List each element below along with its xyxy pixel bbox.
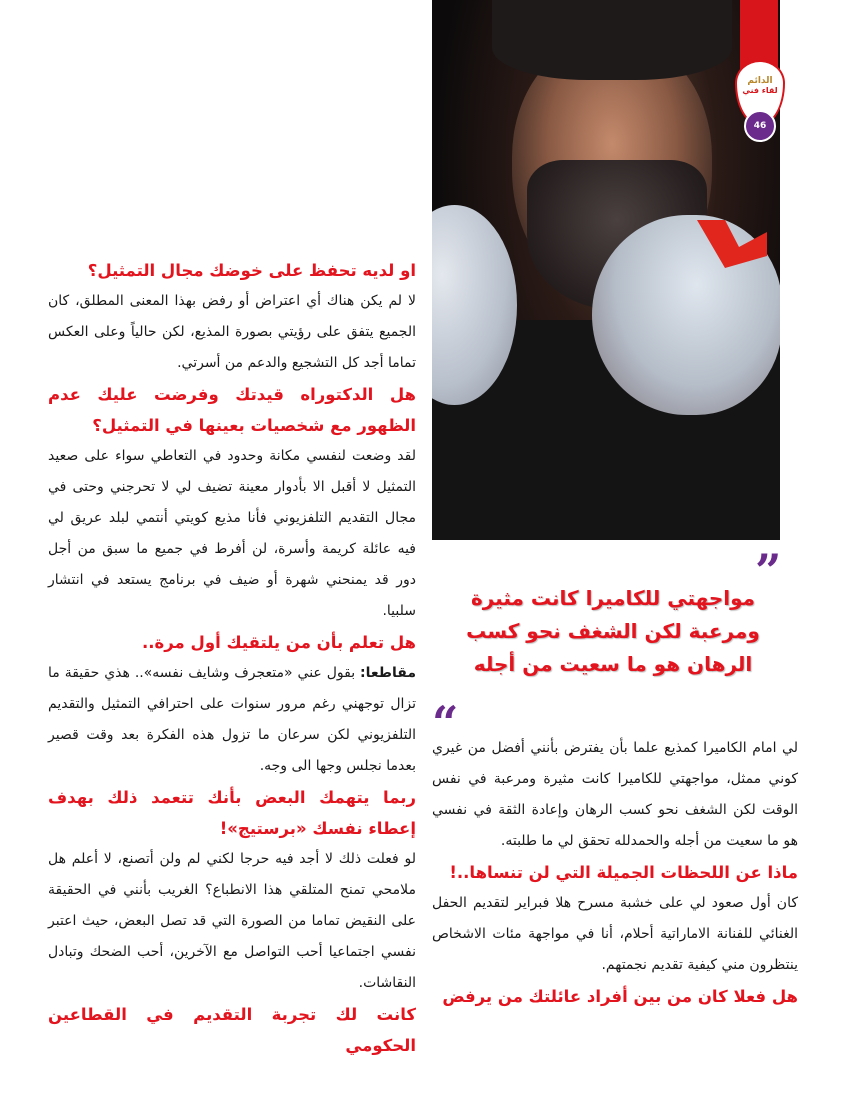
question-heading: هل الدكتوراه قيدتك وفرضت عليك عدم الظهور مع شخصيات بعينها في التمثيل؟ [48,385,416,435]
section-label: لقاء فني [742,86,778,95]
question-heading: ماذا عن اللحظات الجميلة التي لن تنساها..! [449,863,798,882]
right-column [432,733,798,1012]
pull-quote-line: مواجهتي للكاميرا كانت مثيرة [470,586,756,610]
answer-paragraph: لو فعلت ذلك لا أجد فيه حرجا لكني لم ولن أتصنع، لا أعلم هل ملامحي تمنح المتلقي هذا الانطباع؟ الغريب بأنني في الحقيقة على النقيض تماما من الصورة التي قد تصل البعض، حيث اعتبر نفسي اجتماعيا أحب التواصل مع الآخرين، أحب الضحك وتبادل النقاشات. [48,851,416,991]
question-heading: هل تعلم بأن من يلتقيك أول مرة.. [142,633,416,652]
question-heading: كانت لك تجربة التقديم في القطاعين الحكومي [48,1005,416,1055]
interjection-label: مقاطعا: [360,665,416,681]
answer-paragraph: لقد وضعت لنفسي مكانة وحدود في التعاطي سواء على صعيد التمثيل لا أقبل الا بأدوار معينة تضيف لي لا تحرجني وحتى في مجال التقديم التلفزيوني فأنا مذيع كويتي أنتمي لبلد عريق لي فيه عائلة كريمة وأسرة، لن أفرط في جميع ما سبق من أجل دور قد يمنحني شهرة أو ضيف في برنامج يستعد في انتشار سلبيا. [48,448,416,619]
quote-open-icon: ” [755,544,782,598]
answer-paragraph: كان أول صعود لي على خشبة مسرح هلا فبراير لتقديم الحفل الغنائي للفنانة الاماراتية أحلام، أنا في مواجهة مئات الاشخاص ينتظرون مني كيفية تقديم نجمتهم. [432,895,798,973]
magazine-logo: الدائم [747,76,773,86]
question-heading: ربما يتهمك البعض بأنك تتعمد ذلك بهدف إعطاء نفسك «برستيج»! [48,788,416,838]
pull-quote [440,582,786,681]
portrait-photo [432,0,780,540]
quote-close-icon: “ [432,696,459,750]
answer-paragraph: لي امام الكاميرا كمذيع علما بأن يفترض بأنني أفضل من غيري كوني ممثل، مواجهتي للكاميرا كانت مثيرة ومرعبة في نفس الوقت لكن الشغف نحو كسب الرهان وإعادة الثقة في نفسي هو ما سعيت من أجله والحمدلله تحقق لي ما طلبته. [432,740,798,849]
answer-paragraph: لا لم يكن هناك أي اعتراض أو رفض بهذا المعنى المطلق، كان الجميع يتفق على رؤيتي بصورة المذيع، لكن حالياً وعلى العكس تماما أجد كل التشجيع والدعم من أسرتي. [48,293,416,371]
question-heading: هل فعلا كان من بين أفراد عائلتك من يرفض [442,987,798,1006]
pull-quote-line: ومرعبة لكن الشغف نحو كسب [466,619,760,643]
pull-quote-line: الرهان هو ما سعيت من أجله [473,652,753,676]
answer-text: بقول عني «متعجرف وشايف نفسه».. هذي حقيقة ما تزال توجهني رغم مرور سنوات على احترافي التمثيل والتقديم التلفزيوني لكن سرعان ما تزول هذه الفكرة بعد وقت قصير بعدما نجلس وجها الى وجه. [48,665,416,774]
left-column [48,255,416,1061]
answer-paragraph [48,658,416,782]
page-number: 46 [744,110,776,142]
photo-hair [492,0,732,80]
question-heading: او لديه تحفظ على خوضك مجال التمثيل؟ [87,261,416,280]
